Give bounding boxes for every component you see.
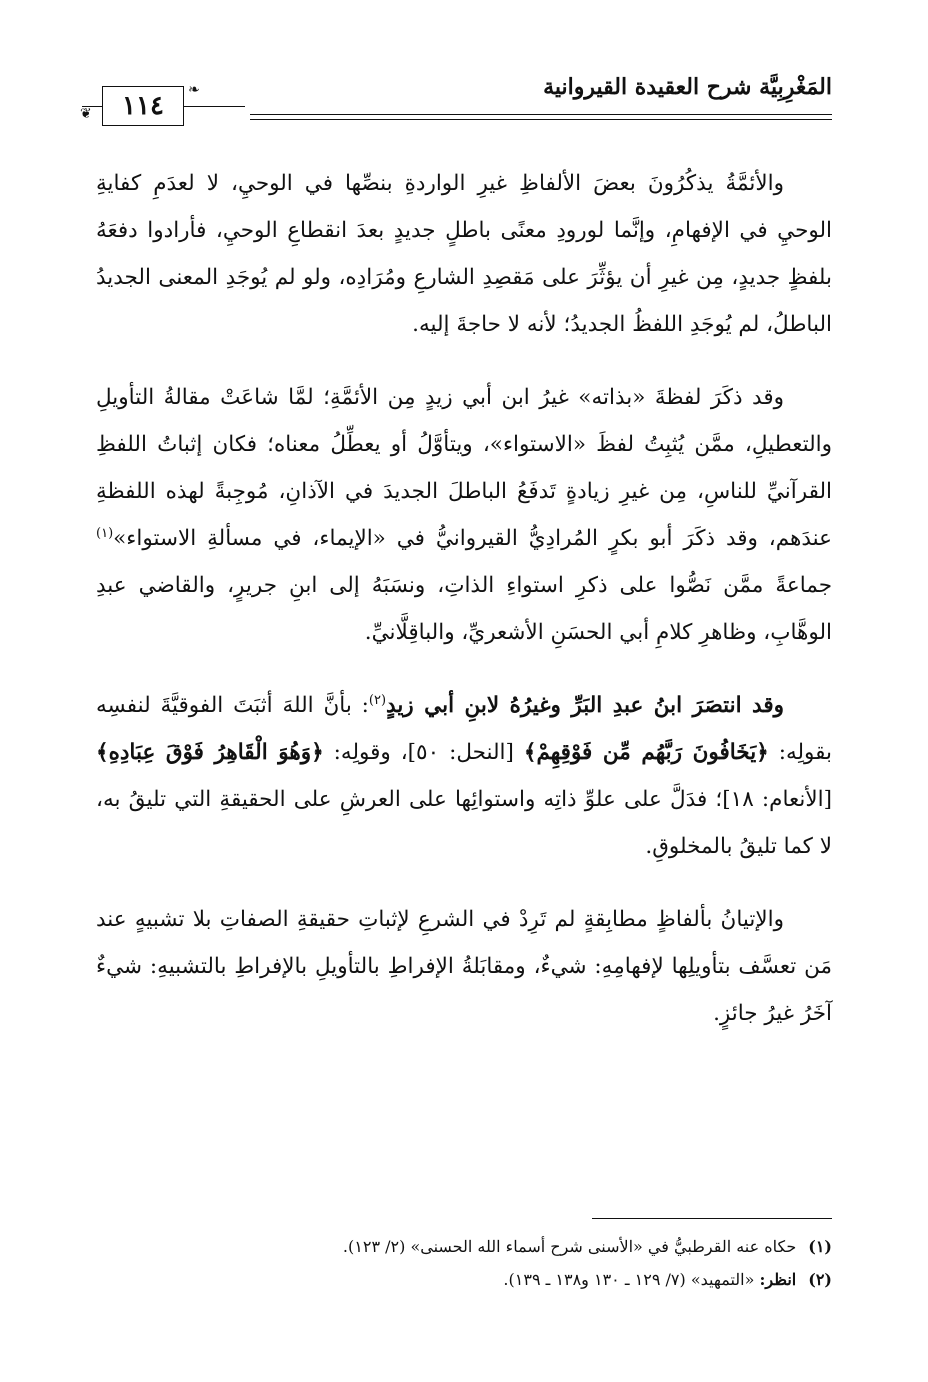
paragraph-2: وقد ذكَرَ لفظةَ «بذاته» غيرُ ابن أبي زيدٍ مِن الأئمَّةِ؛ لمَّا شاعَتْ مقالةُ التأويلِ والتعطيلِ، ممَّن يُثبِتُ لفظَ «الاستواء»، ويتأوَّلُ أو يعطِّلُ معناه؛ فكان إثباتُ اللفظِ القرآنيِّ للناسِ، مِن غيرِ زيادةٍ تَدفَعُ الباطلَ الجديدَ في الآذانِ، مُوجِبةً لهذه اللفظةِ عندَهم، وقد ذكَرَ أبو بكرٍ المُرادِيُّ القيروانيُّ في «الإيماء، في مسألةِ الاستواء»$^{(١)}$ جماعةً ممَّن نَصُّوا على ذكرِ استواءِ الذاتِ، ونسَبَهُ إلى ابنِ جريرٍ، والقاضي عبدِ الوهَّابِ، وظاهرِ كلامِ أبي الحسَنِ الأشعريِّ، والباقِلَّانيِّ. [96, 385, 832, 645]
bold-lead: وقد انتصَرَ ابنُ عبدِ البَرِّ وغيرُهُ لابنِ أبي زيدٍ [386, 693, 784, 718]
footnote-2: (٢)انظر: «التمهيد» (٧/ ١٢٩ ـ ١٣٠ و١٣٨ ـ ١٣٩). [503, 1270, 832, 1289]
footnote-ref-2: (٢) [368, 692, 387, 708]
ornament-icon: ❧ [188, 82, 200, 98]
quran-verse-1: ﴿يَخَافُونَ رَبَّهُم مِّن فَوْقِهِمْ﴾ [523, 740, 769, 765]
page-header [70, 70, 832, 130]
ornament-icon: ❦ [80, 106, 92, 122]
footnote-1: (١)حكاه عنه القرطبيُّ في «الأسنى شرح أسماء الله الحسنى» (٢/ ١٢٣). [342, 1237, 832, 1256]
footnote-ref-1: (١) [96, 525, 114, 541]
verse-reference-2: [الأنعام: ١٨]؛ فدَلَّ على علوِّ ذاتِه واستوائِها على العرشِ على الحقيقةِ التي تليقُ به، لا كما تليقُ بالمخلوقِ. [96, 787, 833, 859]
book-title: المَغْرِبِيَّة شرح العقيدة القيروانية [543, 74, 832, 100]
paragraph-4: والإتيانُ بألفاظٍ مطابِقةٍ لم تَرِدْ في الشرعِ لإثباتِ حقيقةِ الصفاتِ بلا تشبيهٍ عند مَن تعسَّف بتأويلِها لإفهامِهِ: شيءٌ، ومقابَلةُ الإفراطِ بالتأويلِ بالإفراطِ بالتشبيهِ: شيءٌ آخَرُ غيرُ جائزٍ. [96, 907, 832, 1026]
page-body [96, 160, 832, 1063]
footnotes [96, 1230, 832, 1296]
quran-verse-2: ﴿وَهُوَ الْقَاهِرُ فَوْقَ عِبَادِهِ﴾ [96, 740, 324, 765]
page-number-box [70, 84, 245, 126]
footnote-separator [592, 1218, 832, 1219]
paragraph-1: والأئمَّةُ يذكُرُونَ بعضَ الألفاظِ غيرِ الواردةِ بنصِّها في الوحيِ، لا لعدَمِ كفايةِ الوحيِ في الإفهامِ، وإنَّما لورودِ معنًى باطلٍ جديدٍ بعدَ انقطاعِ الوحيِ، فأرادوا دفعَهُ بلفظٍ جديدٍ، مِن غيرِ أن يؤثِّرَ على مَقصِدِ الشارعِ ومُرَادِه، ولو لم يُوجَدِ المعنى الجديدُ الباطلُ، لم يُوجَدِ اللفظُ الجديدُ؛ لأنه لا حاجةَ إليه. [96, 171, 832, 337]
verse-reference-1: [النحل: ٥٠]، وقولِه: [323, 740, 524, 765]
paragraph-3: وقد انتصَرَ ابنُ عبدِ البَرِّ وغيرُهُ لابنِ أبي زيدٍ$^{(٢)}$: بأنَّ اللهَ أثبَتَ الفوقيَّةَ لنفسِه بقولِه: ﴿يَخَافُونَ رَبَّهُم مِّن فَوْقِهِمْ﴾ [النحل: ٥٠]، وقولِه: ﴿وَهُوَ الْقَاهِرُ فَوْقَ عِبَادِهِ﴾ [الأنعام: ١٨]؛ فدَلَّ على علوِّ ذاتِه واستوائِها على العرشِ على الحقيقةِ التي تليقُ به، لا كما تليقُ بالمخلوقِ. [96, 692, 833, 859]
page-number: ١١٤ [102, 86, 184, 126]
header-rule-bottom [250, 119, 832, 120]
header-rule-top [250, 114, 832, 115]
